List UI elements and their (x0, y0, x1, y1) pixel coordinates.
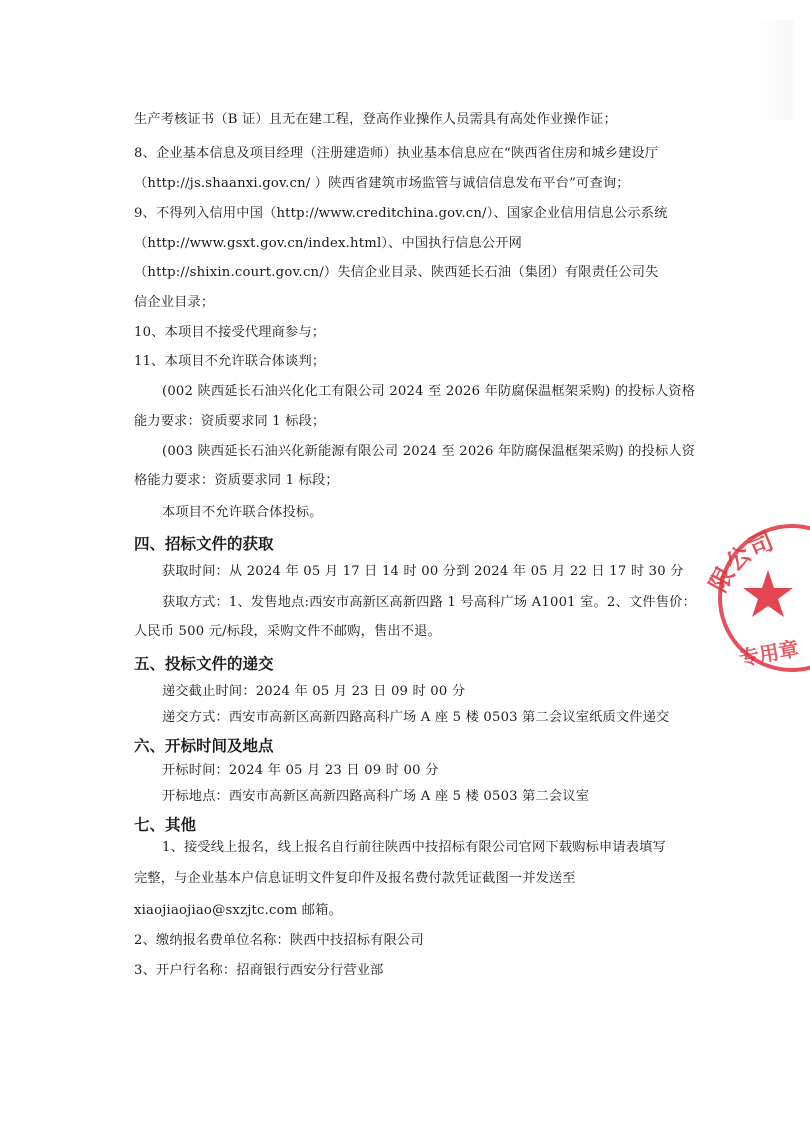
body-line: 获取时间：从 2024 年 05 月 17 日 14 时 00 分到 2024 年 05 月 22 日 17 时 30 分 (162, 564, 684, 579)
body-line: 10、本项目不接受代理商参与； (134, 325, 326, 340)
seal-star-icon (743, 570, 793, 617)
body-line: 递交方式：西安市高新区高新四路高科广场 A 座 5 楼 0503 第二会议室纸质文件递交 (162, 710, 670, 725)
body-line: 递交截止时间：2024 年 05 月 23 日 09 时 00 分 (162, 684, 466, 699)
email-line: xiaojiaojiao@sxzjtc.com 邮箱。 (134, 903, 342, 918)
body-line: 开标地点：西安市高新区高新四路高科广场 A 座 5 楼 0503 第二会议室 (162, 789, 590, 804)
section-heading: 四、招标文件的获取 (134, 535, 274, 553)
body-line: (002 陕西延长石油兴化化工有限公司 2024 至 2026 年防腐保温框架采购) 的投标人资格 (162, 384, 696, 399)
body-line: 人民币 500 元/标段，采购文件不邮购，售出不退。 (134, 624, 441, 639)
body-line: 2、缴纳报名费单位名称：陕西中技招标有限公司 (134, 933, 424, 948)
body-line: 本项目不允许联合体投标。 (162, 505, 323, 520)
body-line: （http://js.shaanxi.gov.cn/ ）陕西省建筑市场监管与诚信信息发布平台”可查询； (134, 176, 630, 191)
body-line: 1、接受线上报名，线上报名自行前往陕西中技招标有限公司官网下载购标申请表填写 (162, 840, 666, 855)
body-line: 开标时间：2024 年 05 月 23 日 09 时 00 分 (162, 763, 439, 778)
body-line: 11、本项目不允许联合体谈判； (134, 354, 326, 369)
body-line: (003 陕西延长石油兴化新能源有限公司 2024 至 2026 年防腐保温框架采购) 的投标人资 (162, 444, 696, 459)
seal-text-bottom: 专用章 (737, 636, 801, 671)
body-line: 格能力要求：资质要求同 1 标段； (134, 473, 339, 488)
body-line: 8、企业基本信息及项目经理（注册建造师）执业基本信息应在“陕西省住房和城乡建设厅 (134, 146, 659, 161)
body-line: （http://www.gsxt.gov.cn/index.html）、中国执行信息公开网 (134, 236, 523, 251)
body-line: （http://shixin.court.gov.cn/）失信企业目录、陕西延长石油（集团）有限责任公司失 (134, 265, 659, 280)
body-line: 生产考核证书（B 证）且无在建工程，登高作业操作人员需具有高处作业操作证； (134, 112, 617, 127)
section-heading: 六、开标时间及地点 (134, 737, 274, 755)
company-seal (700, 510, 810, 690)
body-line: 能力要求：资质要求同 1 标段； (134, 414, 326, 429)
seal-text: 限公司 (703, 526, 778, 597)
section-heading: 七、其他 (134, 816, 197, 834)
scan-shadow (752, 20, 793, 120)
section-heading: 五、投标文件的递交 (134, 655, 274, 673)
body-line: 获取方式：1、发售地点:西安市高新区高新四路 1 号高科广场 A1001 室。2、文件售价： (162, 595, 696, 610)
body-line: 信企业目录； (134, 295, 215, 310)
body-line: 9、不得列入信用中国（http://www.creditchina.gov.cn/）、国家企业信用信息公示系统 (134, 206, 668, 221)
body-line: 完整，与企业基本户信息证明文件复印件及报名费付款凭证截图一并发送至 (134, 871, 576, 886)
body-line: 3、开户行名称：招商银行西安分行营业部 (134, 963, 384, 978)
